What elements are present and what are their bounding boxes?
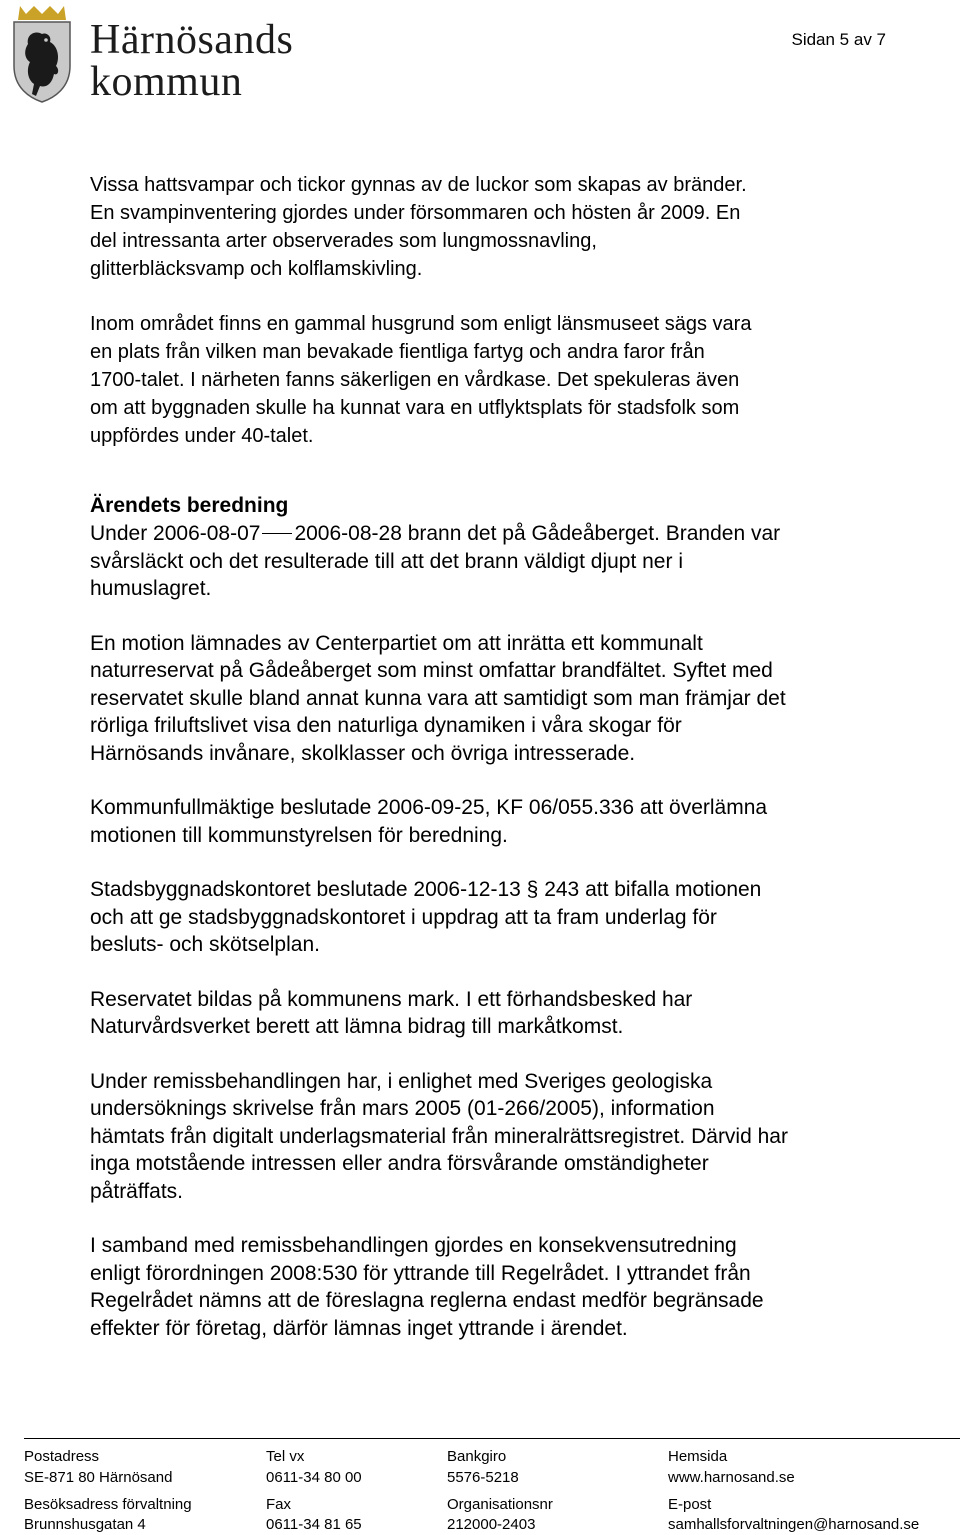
- text-line: En motion lämnades av Centerpartiet om att inrätta ett kommunalt: [90, 631, 703, 655]
- footer-hemsida-link[interactable]: www.harnosand.se: [668, 1469, 795, 1486]
- text-segment: Under 2006-08-07: [90, 522, 261, 545]
- text-line: undersöknings skrivelse från mars 2005 (01-266/2005), information: [90, 1097, 715, 1120]
- paragraph-fire: [90, 520, 890, 603]
- paragraph-remiss: [90, 1068, 890, 1206]
- footer-fax: 0611-34 81 65: [266, 1516, 362, 1533]
- paragraph-planning-office: [90, 876, 890, 959]
- paragraph-consequence: [90, 1232, 890, 1342]
- text-line: naturreservat på Gådeåberget som minst omfattar brandfältet. Syftet med: [90, 659, 773, 682]
- text-line: om att byggnaden skulle ha kunnat vara en utflyktsplats för stadsfolk som: [90, 397, 740, 419]
- text-line: Inom området finns en gammal husgrund som enligt länsmuseet sägs vara: [90, 313, 752, 335]
- paragraph-house-foundation: [90, 310, 890, 450]
- paragraph-council-decision: [90, 794, 890, 849]
- footer-besoksadress: Brunnshusgatan 4: [24, 1516, 146, 1533]
- document-body: [90, 171, 890, 1342]
- text-line: enligt förordningen 2008:530 för yttrande till Regelrådet. I yttrandet från: [90, 1261, 751, 1285]
- footer-label-postadress: Postadress: [24, 1448, 100, 1465]
- footer-label-fax: Fax: [266, 1496, 292, 1513]
- text-line: effekter för företag, därför lämnas inget yttrande i ärendet.: [90, 1316, 628, 1340]
- text-line: Härnösands invånare, skolklasser och övriga intresserade.: [90, 741, 636, 765]
- text-line: [90, 876, 890, 904]
- text-line: inga motstående intressen eller andra försvårande omständigheter: [90, 1152, 709, 1175]
- footer-bankgiro: 5576-5218: [447, 1469, 519, 1486]
- footer-epost-link[interactable]: samhallsforvaltningen@harnosand.se: [668, 1516, 920, 1533]
- text-line: hämtats från digitalt underlagsmaterial från mineralrättsregistret. Därvid har: [90, 1124, 788, 1148]
- text-line: påträffats.: [90, 1179, 184, 1203]
- paragraph-motion: [90, 630, 890, 768]
- logo-text-harnosands: Härnösands: [90, 17, 294, 63]
- section-sign: §: [526, 878, 539, 901]
- text-line: Regelrådet nämns att de föreslagna reglerna endast medför begränsade: [90, 1289, 764, 1312]
- footer-label-bankgiro: Bankgiro: [447, 1448, 507, 1465]
- text-line: glitterbläcksvamp och kolflamskivling.: [90, 258, 423, 280]
- footer-orgnr: 212000-2403: [447, 1516, 536, 1533]
- paragraph-fungi: [90, 171, 890, 283]
- text-line: Under remissbehandlingen har, i enlighet med Sveriges geologiska: [90, 1069, 713, 1093]
- text-line: uppfördes under 40-talet.: [90, 425, 314, 447]
- footer-label-telvx: Tel vx: [266, 1448, 305, 1465]
- footer-label-besoksadress: Besöksadress förvaltning: [24, 1496, 192, 1513]
- text-line: 1700-talet. I närheten fanns säkerligen en vårdkase. Det spekuleras även: [90, 369, 740, 391]
- text-line: och att ge stadsbyggnadskontoret i uppdrag att ta fram underlag för: [90, 905, 717, 929]
- text-segment: 243 att bifalla motionen: [544, 878, 762, 901]
- paragraph-reserve-land: [90, 986, 890, 1041]
- text-line: En svampinventering gjordes under försommaren och hösten år 2009. En: [90, 202, 741, 224]
- text-line: Naturvårdsverket berett att lämna bidrag till markåtkomst.: [90, 1015, 624, 1038]
- text-segment: Stadsbyggnadskontoret beslutade 2006-12-13: [90, 878, 521, 901]
- text-line: del intressanta arter observerades som lungmossnavling,: [90, 230, 597, 252]
- text-line: en plats från vilken man bevakade fientliga fartyg och andra faror från: [90, 341, 705, 363]
- footer-label-hemsida: Hemsida: [668, 1448, 728, 1465]
- text-line: reservatet skulle bland annat kunna vara att samtidigt som man främjar det: [90, 686, 786, 710]
- page-number: Sidan 5 av 7: [791, 30, 886, 49]
- municipal-crest-logo: [6, 4, 78, 104]
- logo-text-kommun: kommun: [90, 59, 243, 105]
- footer-label-epost: E-post: [668, 1496, 712, 1513]
- text-line: I samband med remissbehandlingen gjordes en konsekvensutredning: [90, 1234, 737, 1257]
- footer-label-orgnr: Organisationsnr: [447, 1496, 553, 1513]
- dash-line: [262, 533, 292, 534]
- text-line: [90, 520, 890, 548]
- footer-divider: [24, 1438, 960, 1439]
- text-line: Reservatet bildas på kommunens mark. I ett förhandsbesked har: [90, 987, 693, 1011]
- text-segment: 2006-08-28 brann det på Gådeåberget. Branden var: [294, 522, 781, 545]
- text-line: Kommunfullmäktige beslutade 2006-09-25, KF 06/055.336 att överlämna: [90, 796, 768, 819]
- text-line: svårsläckt och det resulterade till att det brann väldigt djupt ner i: [90, 549, 683, 573]
- section-heading: Ärendets beredning: [90, 494, 289, 517]
- page-header: [0, 0, 960, 110]
- text-line: rörliga friluftslivet visa den naturliga dynamiken i våra skogar för: [90, 714, 682, 737]
- text-line: besluts- och skötselplan.: [90, 933, 320, 956]
- page-footer: [0, 1438, 960, 1535]
- text-line: humuslagret.: [90, 577, 212, 600]
- footer-telvx: 0611-34 80 00: [266, 1469, 362, 1486]
- footer-postadress: SE-871 80 Härnösand: [24, 1469, 173, 1486]
- text-line: Vissa hattsvampar och tickor gynnas av de luckor som skapas av bränder.: [90, 174, 747, 196]
- text-line: motionen till kommunstyrelsen för beredning.: [90, 823, 508, 847]
